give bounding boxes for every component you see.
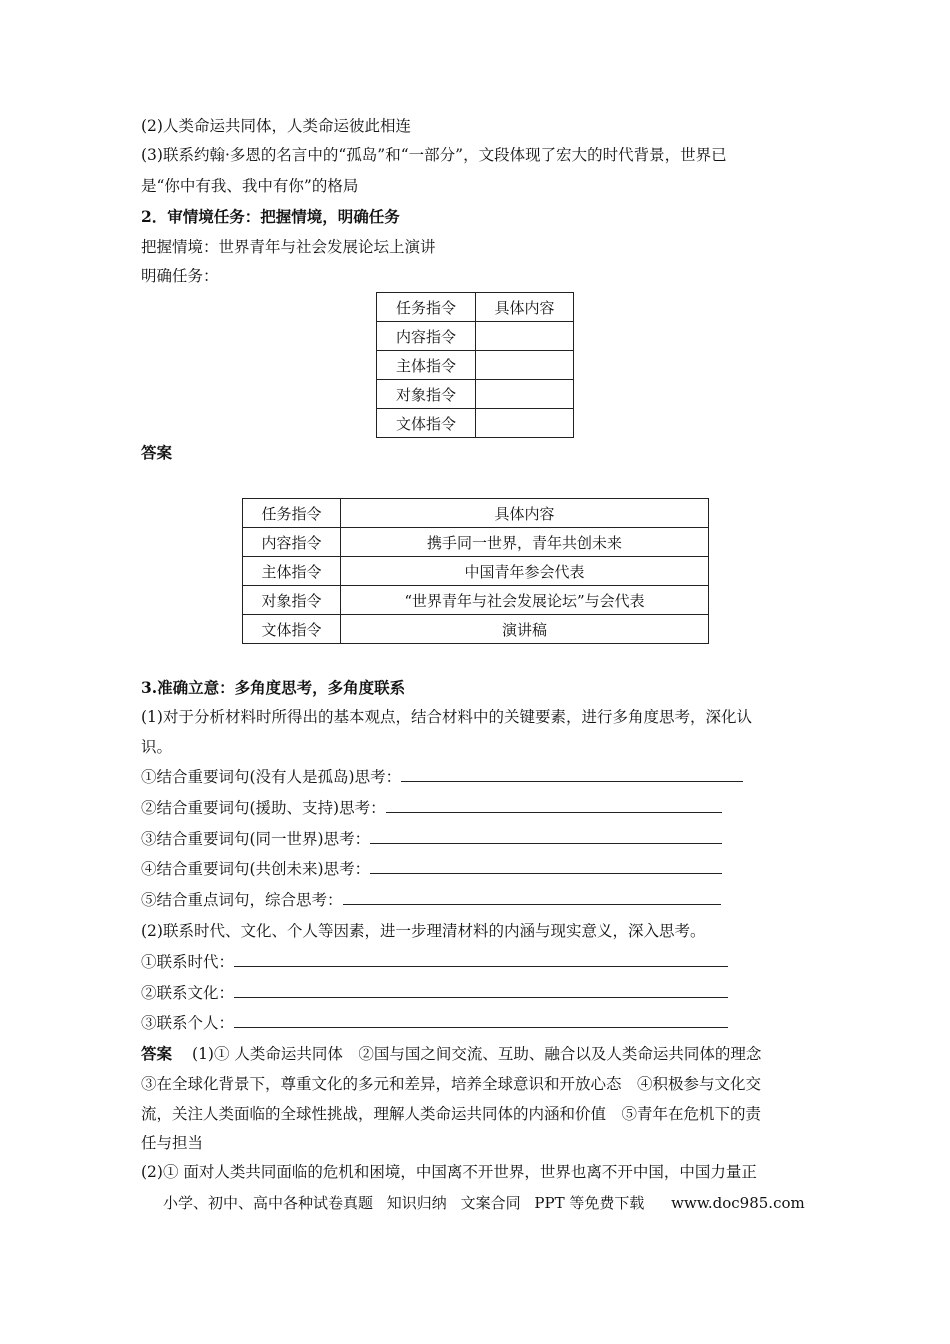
prompt-label: ③联系个人： <box>141 1014 235 1032</box>
prompt-item <box>141 767 743 787</box>
answer-blank <box>370 829 722 844</box>
table-row <box>243 615 709 644</box>
table-row <box>243 528 709 557</box>
answer-label: 答案 <box>141 1044 173 1063</box>
text-line: 是“你中有我、我中有你”的格局 <box>141 177 359 195</box>
table-row <box>243 586 709 615</box>
table-row <box>377 293 574 322</box>
text-line: (2)人类命运共同体，人类命运彼此相连 <box>141 117 411 135</box>
table-cell: 携手同一世界，青年共创未来 <box>341 528 709 557</box>
table-cell: 主体指令 <box>243 557 341 586</box>
answer-line <box>141 1044 761 1064</box>
footer-text: 文案合同 <box>460 1194 521 1212</box>
prompt-label: ④结合重要词句(共创未来)思考： <box>141 860 371 878</box>
table-cell-empty <box>476 380 574 409</box>
blank-task-table <box>376 292 574 438</box>
prompt-label: ⑤结合重点词句，综合思考： <box>141 891 343 909</box>
prompt-item <box>141 890 721 910</box>
answer-task-table <box>242 498 709 644</box>
prompt-item <box>141 1013 728 1033</box>
footer-text: 小学、初中、高中各种试卷真题 <box>163 1194 374 1212</box>
prompt-item <box>141 829 722 849</box>
table-cell: “世界青年与社会发展论坛”与会代表 <box>341 586 709 615</box>
table-cell: 中国青年参会代表 <box>341 557 709 586</box>
table-cell: 主体指令 <box>377 351 476 380</box>
table-cell-empty <box>476 351 574 380</box>
answer-blank <box>343 890 721 905</box>
table-header-cell: 具体内容 <box>341 499 709 528</box>
answer-blank <box>401 767 743 782</box>
text-line: (3)联系约翰·多恩的名言中的“孤岛”和“一部分”，文段体现了宏大的时代背景，世界已 <box>141 146 727 164</box>
table-header-cell: 具体内容 <box>476 293 574 322</box>
footer-text: 知识归纳 <box>386 1194 447 1212</box>
prompt-label: ①结合重要词句(没有人是孤岛)思考： <box>141 768 402 786</box>
answer-text: (1)① 人类命运共同体 ②国与国之间交流、互助、融合以及人类命运共同体的理念 <box>192 1045 762 1063</box>
answer-blank <box>234 952 728 967</box>
table-header-cell: 任务指令 <box>377 293 476 322</box>
table-row <box>377 380 574 409</box>
prompt-label: ①联系时代： <box>141 953 235 971</box>
table-cell: 内容指令 <box>243 528 341 557</box>
table-row <box>377 409 574 438</box>
footer-link[interactable]: www.doc985.com <box>671 1194 805 1212</box>
table-cell-empty <box>476 322 574 351</box>
prompt-label: ②结合重要词句(援助、支持)思考： <box>141 799 386 817</box>
page-footer <box>163 1192 814 1213</box>
table-row <box>377 322 574 351</box>
answer-line: ③在全球化背景下，尊重文化的多元和差异，培养全球意识和开放心态 ④积极参与文化交 <box>141 1075 762 1093</box>
answer-label: 答案 <box>141 443 173 462</box>
situation-line: 把握情境：世界青年与社会发展论坛上演讲 <box>141 238 436 256</box>
table-cell: 对象指令 <box>243 586 341 615</box>
table-cell: 文体指令 <box>377 409 476 438</box>
prompt-item <box>141 952 728 972</box>
section-heading: 2．审情境任务：把握情境，明确任务 <box>141 207 400 226</box>
answer-blank <box>234 1013 728 1028</box>
footer-text: PPT 等免费下载 <box>534 1194 645 1212</box>
answer-line: 流，关注人类面临的全球性挑战，理解人类命运共同体的内涵和价值 ⑤青年在危机下的责 <box>141 1105 762 1123</box>
answer-blank <box>234 983 728 998</box>
table-cell: 演讲稿 <box>341 615 709 644</box>
prompt-label: ②联系文化： <box>141 984 235 1002</box>
table-cell: 内容指令 <box>377 322 476 351</box>
answer-line: (2)① 面对人类共同面临的危机和困境，中国离不开世界，世界也离不开中国，中国力量正 <box>141 1163 757 1181</box>
prompt-item <box>141 859 722 879</box>
text-line: (1)对于分析材料时所得出的基本观点，结合材料中的关键要素，进行多角度思考，深化认 <box>141 708 752 726</box>
table-cell: 文体指令 <box>243 615 341 644</box>
section-heading: 3.准确立意：多角度思考，多角度联系 <box>141 678 406 697</box>
answer-line: 任与担当 <box>141 1134 204 1152</box>
table-header-cell: 任务指令 <box>243 499 341 528</box>
table-row <box>377 351 574 380</box>
prompt-item <box>141 983 728 1003</box>
prompt-label: ③结合重要词句(同一世界)思考： <box>141 830 371 848</box>
text-line: 识。 <box>141 738 173 756</box>
text-line: (2)联系时代、文化、个人等因素，进一步理清材料的内涵与现实意义，深入思考。 <box>141 922 706 940</box>
task-label: 明确任务： <box>141 267 219 285</box>
answer-blank <box>386 798 722 813</box>
table-cell: 对象指令 <box>377 380 476 409</box>
table-row <box>243 499 709 528</box>
table-row <box>243 557 709 586</box>
answer-blank <box>370 859 722 874</box>
prompt-item <box>141 798 722 818</box>
table-cell-empty <box>476 409 574 438</box>
